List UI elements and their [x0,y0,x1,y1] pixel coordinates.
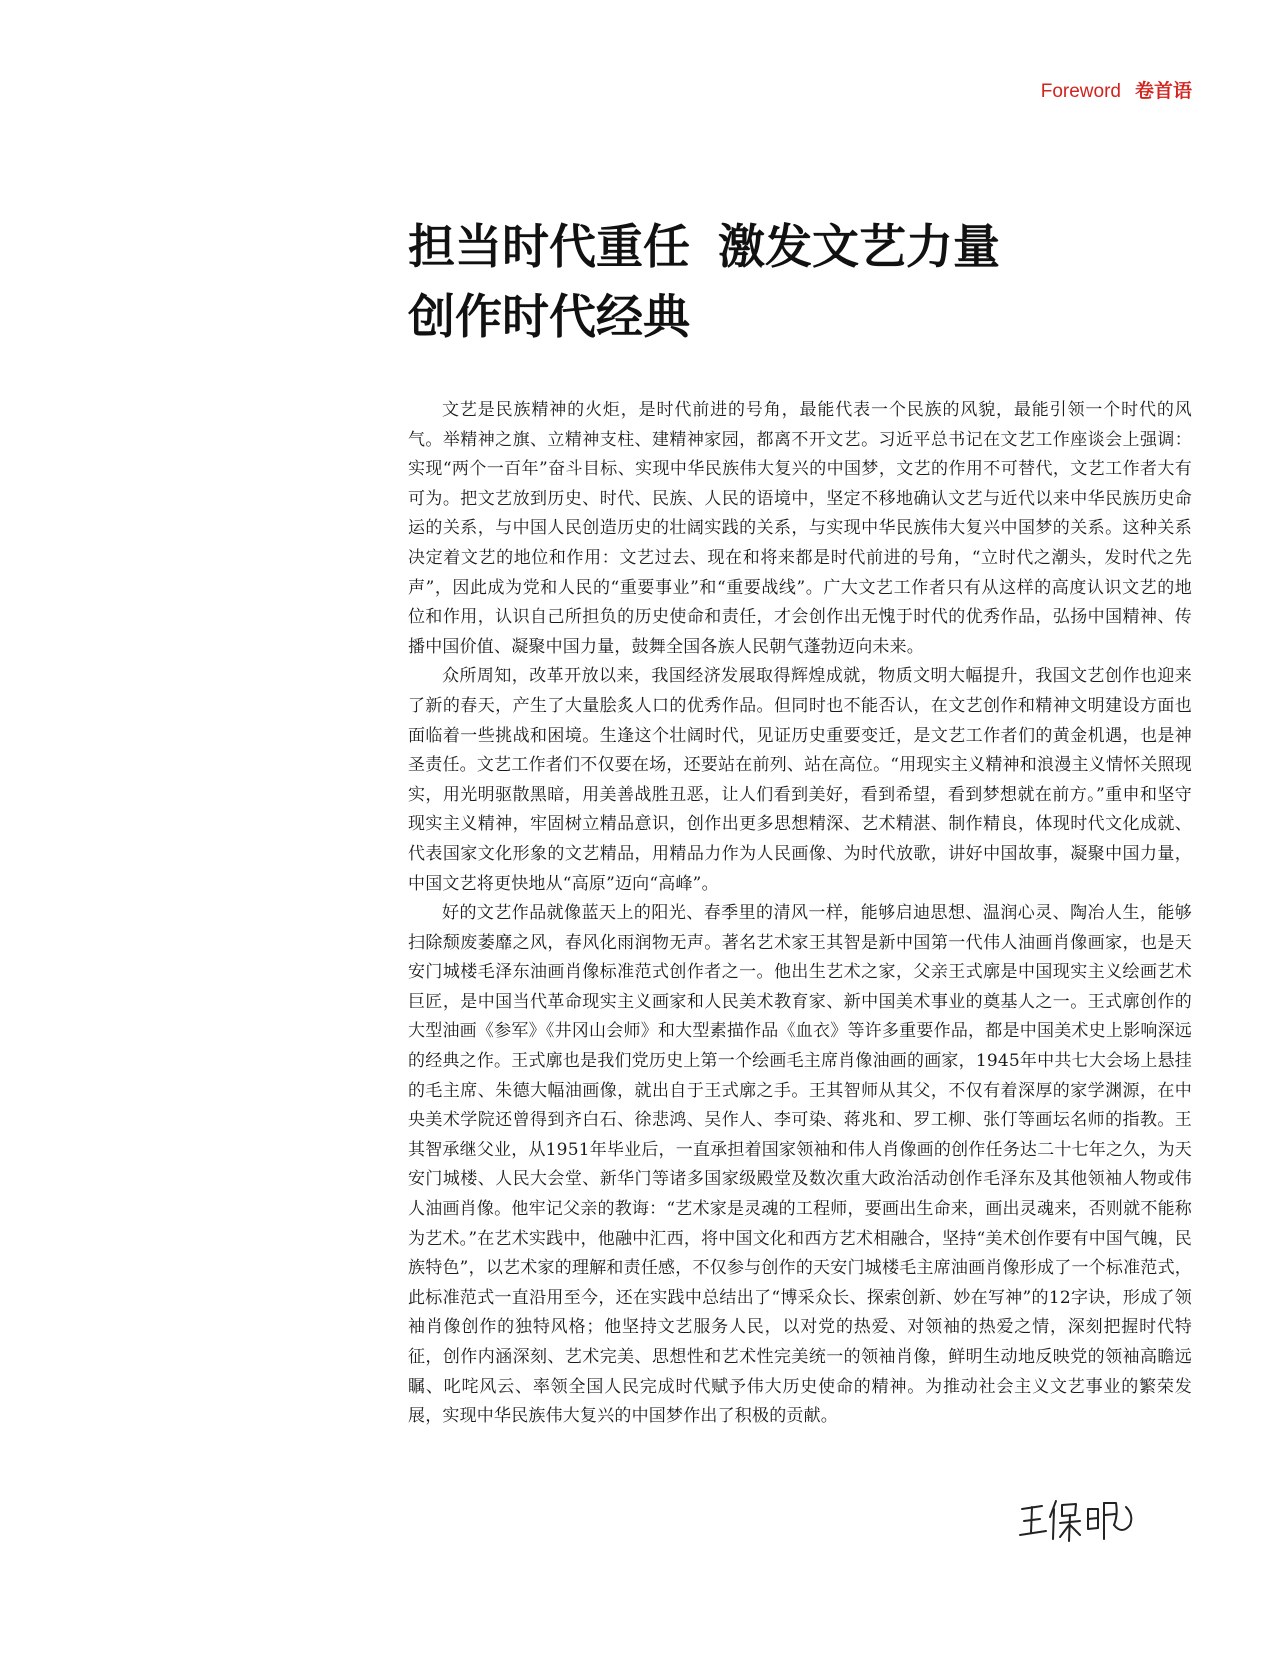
title-line-1-part-2: 激发文艺力量 [718,220,1000,275]
title-line-1-part-1: 担当时代重任 [408,220,690,275]
section-label-en: Foreword [1040,81,1121,102]
paragraph-1: 文艺是民族精神的火炬，是时代前进的号角，最能代表一个民族的风貌，最能引领一个时代的风气。举精神之旗、立精神支柱、建精神家园，都离不开文艺。习近平总书记在文艺工作座谈会上强调：实现“两个一百年”奋斗目标、实现中华民族伟大复兴的中国梦，文艺的作用不可替代，文艺工作者大有可为。把文艺放到历史、时代、民族、人民的语境中，坚定不移地确认文艺与近代以来中华民族历史命运的关系，与中国人民创造历史的壮阔实践的关系，与实现中华民族伟大复兴中国梦的关系。这种关系决定着文艺的地位和作用：文艺过去、现在和将来都是时代前进的号角，“立时代之潮头，发时代之先声”，因此成为党和人民的“重要事业”和“重要战线”。广大文艺工作者只有从这样的高度认识文艺的地位和作用，认识自己所担负的历史使命和责任，才会创作出无愧于时代的优秀作品，弘扬中国精神、传播中国价值、凝聚中国力量，鼓舞全国各族人民朝气蓬勃迈向未来。 [408,400,1192,657]
section-header [1041,76,1192,103]
handwritten-signature [1018,1495,1138,1547]
paragraph-2: 众所周知，改革开放以来，我国经济发展取得辉煌成就，物质文明大幅提升，我国文艺创作也迎来了新的春天，产生了大量脍炙人口的优秀作品。但同时也不能否认，在文艺创作和精神文明建设方面也面临着一些挑战和困境。生逢这个壮阔时代，见证历史重要变迁，是文艺工作者们的黄金机遇，也是神圣责任。文艺工作者们不仅要在场，还要站在前列、站在高位。“用现实主义精神和浪漫主义情怀关照现实，用光明驱散黑暗，用美善战胜丑恶，让人们看到美好，看到希望，看到梦想就在前方。”重申和坚守现实主义精神，牢固树立精品意识，创作出更多思想精深、艺术精湛、制作精良，体现时代文化成就、代表国家文化形象的文艺精品，用精品力作为人民画像、为时代放歌，讲好中国故事，凝聚中国力量，中国文艺将更快地从“高原”迈向“高峰”。 [408,666,1192,894]
section-label-zh: 卷首语 [1134,81,1192,102]
title-line-2: 创作时代经典 [408,290,690,345]
title-line-1 [408,213,1108,283]
paragraph-3: 好的文艺作品就像蓝天上的阳光、春季里的清风一样，能够启迪思想、温润心灵、陶冶人生，能够扫除颓废萎靡之风，春风化雨润物无声。著名艺术家王其智是新中国第一代伟人油画肖像画家，也是天安门城楼毛泽东油画肖像标准范式创作者之一。他出生艺术之家，父亲王式廓是中国现实主义绘画艺术巨匠，是中国当代革命现实主义画家和人民美术教育家、新中国美术事业的奠基人之一。王式廓创作的大型油画《参军》《井冈山会师》和大型素描作品《血衣》等许多重要作品，都是中国美术史上影响深远的经典之作。王式廓也是我们党历史上第一个绘画毛主席肖像油画的画家，1945年中共七大会场上悬挂的毛主席、朱德大幅油画像，就出自于王式廓之手。王其智师从其父，不仅有着深厚的家学渊源，在中央美术学院还曾得到齐白石、徐悲鸿、吴作人、李可染、蒋兆和、罗工柳、张仃等画坛名师的指教。王其智承继父业，从1951年毕业后，一直承担着国家领袖和伟人肖像画的创作任务达二十七年之久，为天安门城楼、人民大会堂、新华门等诸多国家级殿堂及数次重大政治活动创作毛泽东及其他领袖人物或伟人油画肖像。他牢记父亲的教诲：“艺术家是灵魂的工程师，要画出生命来，画出灵魂来，否则就不能称为艺术。”在艺术实践中，他融中汇西，将中国文化和西方艺术相融合，坚持“美术创作要有中国气魄，民族特色”，以艺术家的理解和责任感，不仅参与创作的天安门城楼毛主席油画肖像形成了一个标准范式，此标准范式一直沿用至今，还在实践中总结出了“博采众长、探索创新、妙在写神”的12字诀，形成了领袖肖像创作的独特风格；他坚持文艺服务人民，以对党的热爱、对领袖的热爱之情，深刻把握时代特征，创作内涵深刻、艺术完美、思想性和艺术性完美统一的领袖肖像，鲜明生动地反映党的领袖高瞻远瞩、叱咤风云、率领全国人民完成时代赋予伟大历史使命的精神。为推动社会主义文艺事业的繁荣发展，实现中华民族伟大复兴的中国梦作出了积极的贡献。 [408,903,1192,1427]
article-body [408,396,1192,1432]
page-title [408,213,1108,353]
